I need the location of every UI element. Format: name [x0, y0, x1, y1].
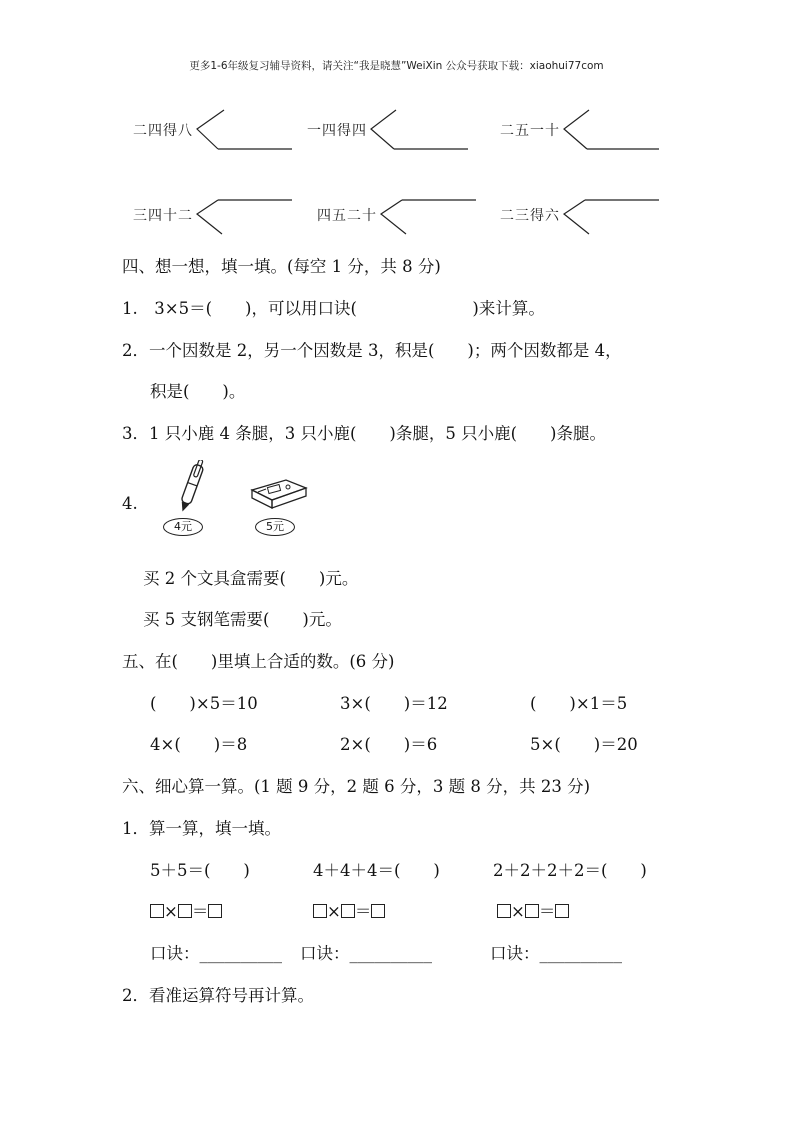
section6-title: 六、细心算一算。(1 题 9 分，2 题 6 分，3 题 8 分，共 23 分): [122, 777, 591, 796]
branch-lines: [196, 190, 296, 236]
pen-price-tag: 4元: [163, 518, 203, 536]
page-header: 更多1-6年级复习辅导资料，请关注“我是晓慧”WeiXin 公众号获取下载：xiaohui77com: [189, 60, 604, 72]
multiplication-boxes: × ＝: [497, 898, 569, 922]
rhyme-label: 二五一十: [500, 123, 560, 139]
answer-box[interactable]: [525, 904, 539, 918]
question-6-2: 2．看准运算符号再计算。: [122, 986, 314, 1005]
question-4-4a: 买 2 个文具盒需要( )元。: [143, 569, 359, 588]
branch-lines: [563, 190, 663, 236]
fill-equation: 4×( )＝8: [150, 735, 248, 754]
rhyme-label: 四五二十: [317, 208, 377, 224]
fill-equation: ( )×1＝5: [530, 694, 628, 713]
koujue-blank: 口诀：__________: [490, 944, 622, 963]
addition-sum: 2＋2＋2＋2＝( ): [493, 861, 647, 880]
rhyme-label: 二四得八: [133, 123, 193, 139]
question-4-3: 3．1 只小鹿 4 条腿，3 只小鹿( )条腿，5 只小鹿( )条腿。: [122, 424, 606, 443]
pencil-box-price-tag: 5元: [255, 518, 295, 536]
multiplication-boxes: × ＝: [313, 898, 385, 922]
question-4-4-number: 4.: [122, 494, 138, 513]
fill-equation: 3×( )＝12: [340, 694, 448, 713]
branch-lines: [196, 108, 296, 152]
fill-equation: 2×( )＝6: [340, 735, 438, 754]
question-4-1: 1. 3×5＝( )，可以用口诀( )来计算。: [122, 299, 545, 318]
section4-title: 四、想一想，填一填。(每空 1 分，共 8 分): [122, 257, 441, 276]
answer-box[interactable]: [313, 904, 327, 918]
multiplication-boxes: × ＝: [150, 898, 222, 922]
question-4-2: 2．一个因数是 2，另一个因数是 3，积是( )；两个因数都是 4，: [122, 341, 622, 360]
question-4-2-continued: 积是( )。: [150, 382, 246, 401]
rhyme-label: 三四十二: [133, 208, 193, 224]
question-6-1: 1．算一算，填一填。: [122, 819, 281, 838]
answer-box[interactable]: [208, 904, 222, 918]
rhyme-label: 一四得四: [307, 123, 367, 139]
addition-sum: 4＋4＋4＝( ): [313, 861, 440, 880]
answer-box[interactable]: [341, 904, 355, 918]
branch-lines: [370, 108, 470, 152]
fill-equation: ( )×5＝10: [150, 694, 258, 713]
pencil-box-icon: [246, 478, 310, 512]
rhyme-label: 二三得六: [500, 208, 560, 224]
answer-box[interactable]: [150, 904, 164, 918]
answer-box[interactable]: [178, 904, 192, 918]
pen-icon: [174, 460, 208, 516]
addition-sum: 5＋5＝( ): [150, 861, 250, 880]
fill-equation: 5×( )＝20: [530, 735, 638, 754]
question-4-4b: 买 5 支钢笔需要( )元。: [143, 610, 342, 629]
answer-box[interactable]: [497, 904, 511, 918]
branch-lines: [563, 108, 663, 152]
answer-box[interactable]: [555, 904, 569, 918]
branch-lines: [380, 190, 480, 236]
answer-box[interactable]: [371, 904, 385, 918]
koujue-blank: 口诀：__________: [150, 944, 282, 963]
section5-title: 五、在( )里填上合适的数。(6 分): [122, 652, 395, 671]
koujue-blank: 口诀：__________: [300, 944, 432, 963]
